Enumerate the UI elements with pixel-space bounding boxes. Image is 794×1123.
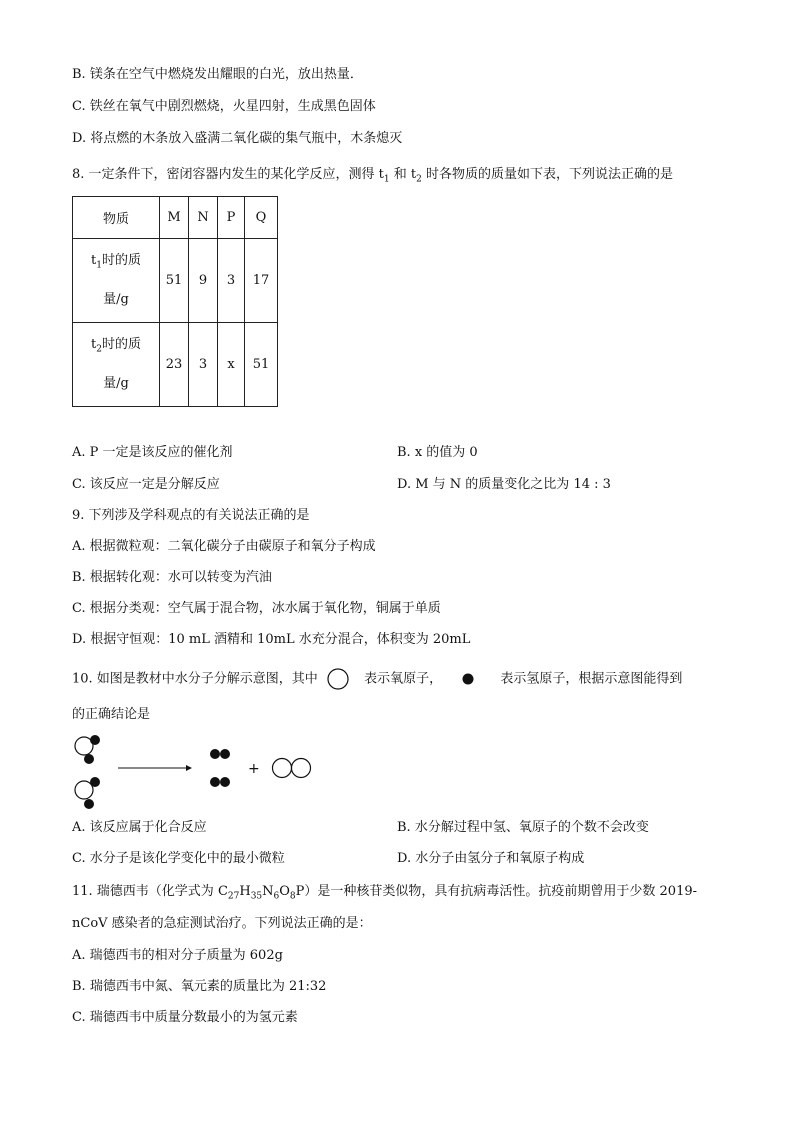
q9-stem: 9. 下列涉及学科观点的有关说法正确的是 (72, 508, 310, 523)
q8-option-b: B. x 的值为 0 (397, 445, 478, 460)
q10-stem-line2: 的正确结论是 (72, 707, 151, 722)
row1-m: 51 (160, 239, 189, 323)
row2-n: 3 (189, 323, 218, 407)
water-molecule-2 (75, 777, 100, 809)
mass-table (72, 196, 278, 407)
q8-stem-pre: 8. 一定条件下，密闭容器内发生的某化学反应，测得 t (72, 167, 384, 182)
reaction-arrow-icon (118, 765, 192, 771)
q8-option-d: D. M 与 N 的质量变化之比为 14 : 3 (397, 477, 611, 492)
row1-p: 3 (218, 239, 245, 323)
row1-label-sub: 1 (96, 260, 102, 271)
q10-stem-part-a: 10. 如图是教材中水分子分解示意图，其中 (72, 671, 318, 687)
row1-label-b: 时的质 (101, 253, 141, 269)
row1-label-c: 量/g (103, 291, 129, 307)
q8-stem-post: 时各物质的质量如下表，下列说法正确的是 (421, 167, 674, 182)
q7-option-d: D. 将点燃的木条放入盛满二氧化碳的集气瓶中，木条熄灭 (72, 131, 403, 146)
water-molecule-1 (75, 735, 100, 764)
q11-stem-line1 (72, 883, 697, 906)
q8-option-a: A. P 一定是该反应的催化剂 (72, 445, 233, 460)
q11-h: H (239, 884, 251, 899)
row1-n: 9 (189, 239, 218, 323)
oxygen-atom-icon (326, 668, 350, 690)
header-m: M (160, 197, 189, 239)
q10-option-d: D. 水分子由氢分子和氧原子构成 (397, 851, 585, 866)
q10-stem-line1 (72, 668, 682, 690)
row1-label-t: t (91, 253, 97, 269)
plus-sign: + (248, 761, 260, 777)
q9-option-a: A. 根据微粒观：二氧化碳分子由碳原子和氧分子构成 (72, 539, 376, 554)
row2-label (73, 323, 160, 407)
q10-stem-part-c: 表示氢原子，根据示意图能得到 (500, 671, 683, 687)
hydrogen-molecule-2 (210, 777, 230, 787)
header-substance: 物质 (73, 197, 160, 239)
q11-stem-pre: 11. 瑞德西韦（化学式为 C (72, 884, 228, 899)
q11-n: N (262, 884, 274, 899)
q11-c-count: 27 (227, 891, 240, 902)
header-q: Q (245, 197, 278, 239)
q11-n-count: 6 (273, 891, 280, 902)
q11-o-count: 8 (289, 891, 296, 902)
row2-label-b: 时的质 (101, 337, 141, 353)
hydrogen-atom-icon (460, 671, 476, 687)
q11-stem-line2: nCoV 感染者的急症测试治疗。下列说法正确的是： (72, 916, 372, 931)
q9-option-d: D. 根据守恒观：10 mL 酒精和 10mL 水充分混合，体积变为 20mL (72, 632, 471, 647)
row2-label-t: t (91, 337, 97, 353)
q8-stem-mid: 和 t (389, 167, 417, 182)
header-n: N (189, 197, 218, 239)
oxygen-molecule (273, 759, 311, 778)
q11-h-count: 35 (250, 891, 263, 902)
q10-stem-part-b: 表示氧原子， (364, 671, 443, 687)
q8-sub-2: 2 (416, 174, 422, 185)
q11-o: O (279, 884, 290, 899)
q8-sub-1: 1 (383, 174, 390, 185)
q7-option-b: B. 镁条在空气中燃烧发出耀眼的白光，放出热量． (72, 67, 363, 82)
row2-p: x (218, 323, 245, 407)
q9-option-b: B. 根据转化观：水可以转变为汽油 (72, 570, 272, 585)
q8-stem (72, 166, 673, 189)
row1-q: 17 (245, 239, 278, 323)
q9-option-c: C. 根据分类观：空气属于混合物，冰水属于氧化物，铜属于单质 (72, 601, 441, 616)
q10-option-a: A. 该反应属于化合反应 (72, 820, 207, 835)
water-decomposition-diagram (72, 732, 332, 812)
header-p: P (218, 197, 245, 239)
q10-option-b: B. 水分解过程中氢、氧原子的个数不会改变 (397, 820, 649, 835)
q7-option-c: C. 铁丝在氧气中剧烈燃烧，火星四射，生成黑色固体 (72, 99, 376, 114)
q11-option-c: C. 瑞德西韦中质量分数最小的为氢元素 (72, 1010, 298, 1025)
q11-option-b: B. 瑞德西韦中氮、氧元素的质量比为 21:32 (72, 979, 327, 994)
hydrogen-molecule-1 (210, 749, 230, 759)
q11-option-a: A. 瑞德西韦的相对分子质量为 602g (72, 948, 283, 963)
row2-label-c: 量/g (103, 375, 129, 391)
row2-m: 23 (160, 323, 189, 407)
q11-stem-post: P）是一种核苷类似物，具有抗病毒活性。抗疫前期曾用于少数 2019- (295, 884, 698, 899)
q8-option-c: C. 该反应一定是分解反应 (72, 477, 220, 492)
row2-q: 51 (245, 323, 278, 407)
row2-label-sub: 2 (96, 344, 102, 355)
q10-option-c: C. 水分子是该化学变化中的最小微粒 (72, 851, 285, 866)
row1-label (73, 239, 160, 323)
